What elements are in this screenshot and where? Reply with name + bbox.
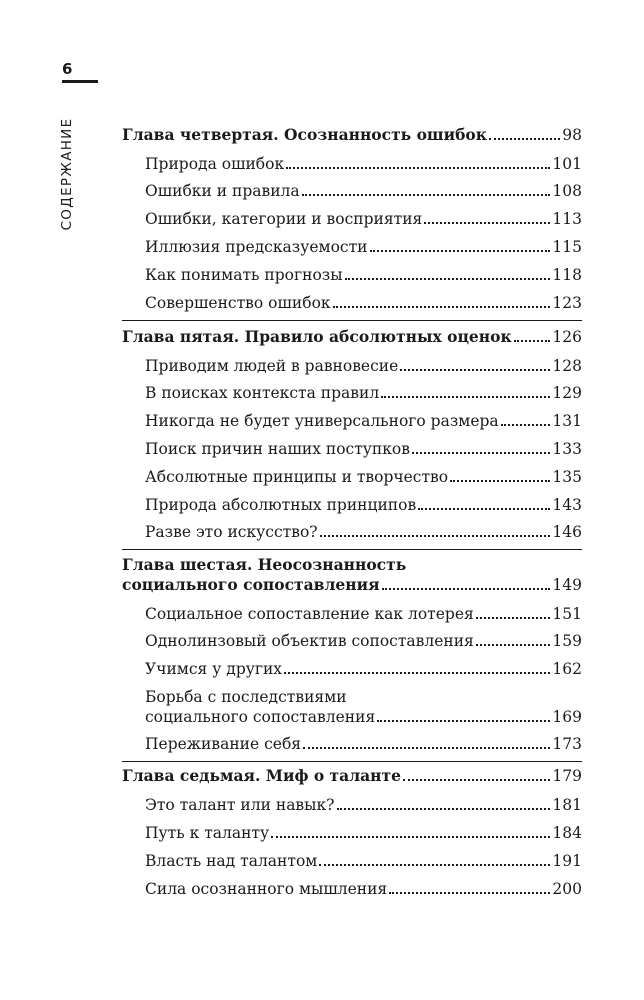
page-ref: 128 <box>552 357 582 375</box>
chapter-divider <box>122 320 582 321</box>
section-title: Природа абсолютных принципов <box>145 496 417 514</box>
dot-leader <box>389 892 550 894</box>
toc-section <box>145 467 582 487</box>
toc-section <box>145 265 582 285</box>
page-ref: 131 <box>552 412 582 430</box>
page-ref: 129 <box>552 384 582 402</box>
toc-section <box>145 879 582 899</box>
page-ref: 126 <box>552 328 582 346</box>
dot-leader <box>489 138 560 140</box>
dot-leader <box>333 306 551 308</box>
dot-leader <box>271 836 550 838</box>
dot-leader <box>377 720 550 722</box>
dot-leader <box>370 250 551 252</box>
toc-section <box>145 237 582 257</box>
section-title: Никогда не будет универсального размера <box>145 412 499 430</box>
page-ref: 159 <box>552 632 582 650</box>
page-ref: 151 <box>552 605 582 623</box>
section-title: Однолинзовый объектив сопоставления <box>145 632 474 650</box>
page-ref: 179 <box>552 767 582 785</box>
dot-leader <box>476 617 551 619</box>
toc-section <box>145 293 582 313</box>
chapter-title-line1: Глава шестая. Неосознанность <box>122 555 407 574</box>
page-ref: 149 <box>552 576 582 594</box>
dot-leader <box>345 278 551 280</box>
chapter-divider <box>122 761 582 762</box>
dot-leader <box>450 480 550 482</box>
toc-section <box>145 181 582 201</box>
page-ref: 118 <box>552 266 582 284</box>
page-ref: 123 <box>552 294 582 312</box>
chapter-divider <box>122 549 582 550</box>
dot-leader <box>286 167 550 169</box>
running-head-label: СОДЕРЖАНИЕ <box>59 117 75 231</box>
toc-section <box>145 659 582 679</box>
page-number: 6 <box>62 60 73 78</box>
section-title: Как понимать прогнозы <box>145 266 343 284</box>
chapter-title: социального сопоставления <box>122 575 380 594</box>
section-title: Ошибки, категории и восприятия <box>145 210 423 228</box>
toc-section <box>145 734 582 754</box>
page-ref: 113 <box>552 210 582 228</box>
dot-leader <box>400 369 550 371</box>
page-ref: 98 <box>562 126 582 144</box>
page-ref: 101 <box>552 155 582 173</box>
section-title: Приводим людей в равновесие <box>145 357 399 375</box>
section-title: Иллюзия предсказуемости <box>145 238 368 256</box>
toc-chapter <box>122 555 582 595</box>
page-ref: 133 <box>552 440 582 458</box>
dot-leader <box>284 672 550 674</box>
page-ref: 184 <box>552 824 582 842</box>
toc-section <box>145 631 582 651</box>
toc-chapter <box>122 766 582 786</box>
toc-section <box>145 383 582 403</box>
section-title: Путь к таланту <box>145 824 270 842</box>
dot-leader <box>302 194 551 196</box>
section-title: Сила осознанного мышления <box>145 880 388 898</box>
page-ref: 115 <box>552 238 582 256</box>
section-title: Природа ошибок <box>145 155 285 173</box>
section-title: социального сопоставления <box>145 708 376 726</box>
section-title: Абсолютные принципы и творчество <box>145 468 449 486</box>
toc-section <box>145 356 582 376</box>
toc-section <box>145 411 582 431</box>
page-ref: 146 <box>552 523 582 541</box>
page-ref: 143 <box>552 496 582 514</box>
toc-section <box>145 439 582 459</box>
toc-section <box>145 522 582 542</box>
section-title: В поисках контекста правил <box>145 384 380 402</box>
dot-leader <box>303 747 550 749</box>
section-title-line1: Борьба с последствиями <box>145 688 347 706</box>
section-title: Переживание себя <box>145 735 302 753</box>
dot-leader <box>514 340 551 342</box>
dot-leader <box>424 222 550 224</box>
page-ref: 191 <box>552 852 582 870</box>
dot-leader <box>476 644 551 646</box>
page-ref: 181 <box>552 796 582 814</box>
chapter-title: Глава седьмая. Миф о таланте <box>122 766 401 785</box>
toc-section <box>145 495 582 515</box>
section-title: Социальное сопоставление как лотерея <box>145 605 474 623</box>
page-ref: 108 <box>552 182 582 200</box>
toc-chapter <box>122 125 582 145</box>
toc-section <box>145 851 582 871</box>
section-title: Это талант или навык? <box>145 796 335 814</box>
toc-section <box>145 604 582 624</box>
dot-leader <box>501 424 551 426</box>
chapter-title: Глава пятая. Правило абсолютных оценок <box>122 327 512 346</box>
toc-section <box>145 209 582 229</box>
page-ref: 169 <box>552 708 582 726</box>
dot-leader <box>319 864 550 866</box>
page-ref: 162 <box>552 660 582 678</box>
dot-leader <box>337 808 551 810</box>
section-title: Поиск причин наших поступков <box>145 440 410 458</box>
page-ref: 173 <box>552 735 582 753</box>
page-ref: 135 <box>552 468 582 486</box>
dot-leader <box>320 535 551 537</box>
dot-leader <box>418 508 550 510</box>
chapter-title: Глава четвертая. Осознанность ошибок <box>122 125 487 144</box>
toc-section <box>145 154 582 174</box>
section-title: Ошибки и правила <box>145 182 300 200</box>
section-title: Власть над талантом <box>145 852 318 870</box>
toc-section <box>145 823 582 843</box>
toc-section <box>145 687 582 727</box>
dot-leader <box>382 588 551 590</box>
toc-section <box>145 795 582 815</box>
section-title: Учимся у других <box>145 660 283 678</box>
toc-chapter <box>122 327 582 347</box>
page-ref: 200 <box>552 880 582 898</box>
dot-leader <box>412 452 550 454</box>
section-title: Совершенство ошибок <box>145 294 331 312</box>
section-title: Разве это искусство? <box>145 523 318 541</box>
dot-leader <box>381 396 550 398</box>
dot-leader <box>403 779 550 781</box>
